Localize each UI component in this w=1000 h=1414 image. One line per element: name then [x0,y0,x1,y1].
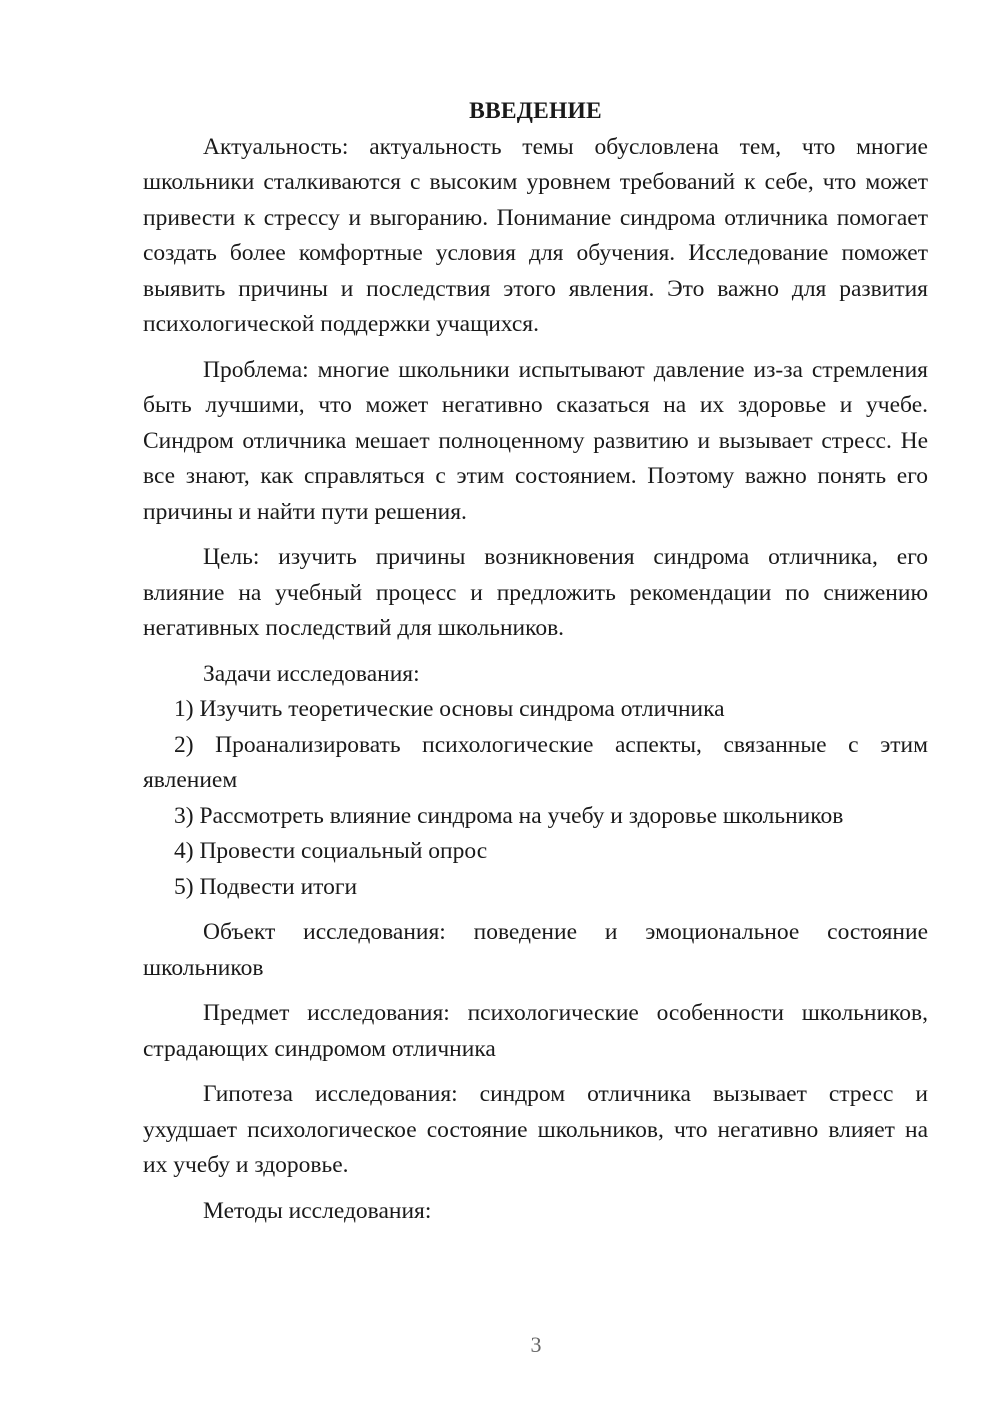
methods-heading: Методы исследования: [203,1197,432,1224]
subject-paragraph: Предмет исследования: психологические особенности школьников, страдающих синдромом отличника [143,1000,928,1062]
tasks-heading: Задачи исследования: [203,660,420,687]
relevance-paragraph: Актуальность: актуальность темы обусловлена тем, что многие школьники сталкиваются с высоким уровнем требований к себе, что может привести к стрессу и выгоранию. Понимание синдрома отличника помогает создать более комфортные условия для обучения. Исследование поможет выявить причины и последствия этого явления. Это важно для развития психологической поддержки учащихся. [143,133,928,337]
problem-paragraph: Проблема: многие школьники испытывают давление из-за стремления быть лучшими, что может негативно сказаться на их здоровье и учебе. Синдром отличника мешает полноценному развитию и вызывает стресс. Не все знают, как справляться с этим состоянием. Поэтому важно понять его причины и найти пути решения. [143,356,928,525]
goal-paragraph: Цель: изучить причины возникновения синдрома отличника, его влияние на учебный процесс и предложить рекомендации по снижению негативных последствий для школьников. [143,544,928,641]
page-number: 3 [530,1332,542,1357]
task-item-4: 4) Провести социальный опрос [174,838,488,864]
page-content [143,94,928,1229]
task-item-3: 3) Рассмотреть влияние синдрома на учебу и здоровье школьников [174,802,844,829]
task-item-2: 2) Проанализировать психологические аспекты, связанные с этим явлением [143,731,928,793]
object-paragraph: Объект исследования: поведение и эмоциональное состояние школьников [143,919,928,981]
hypothesis-paragraph: Гипотеза исследования: синдром отличника вызывает стресс и ухудшает психологическое состояние школьников, что негативно влияет на их учебу и здоровье. [143,1081,928,1178]
page-title: ВВЕДЕНИЕ [469,98,602,124]
task-item-1: 1) Изучить теоретические основы синдрома отличника [174,696,725,722]
task-item-5: 5) Подвести итоги [174,873,358,900]
